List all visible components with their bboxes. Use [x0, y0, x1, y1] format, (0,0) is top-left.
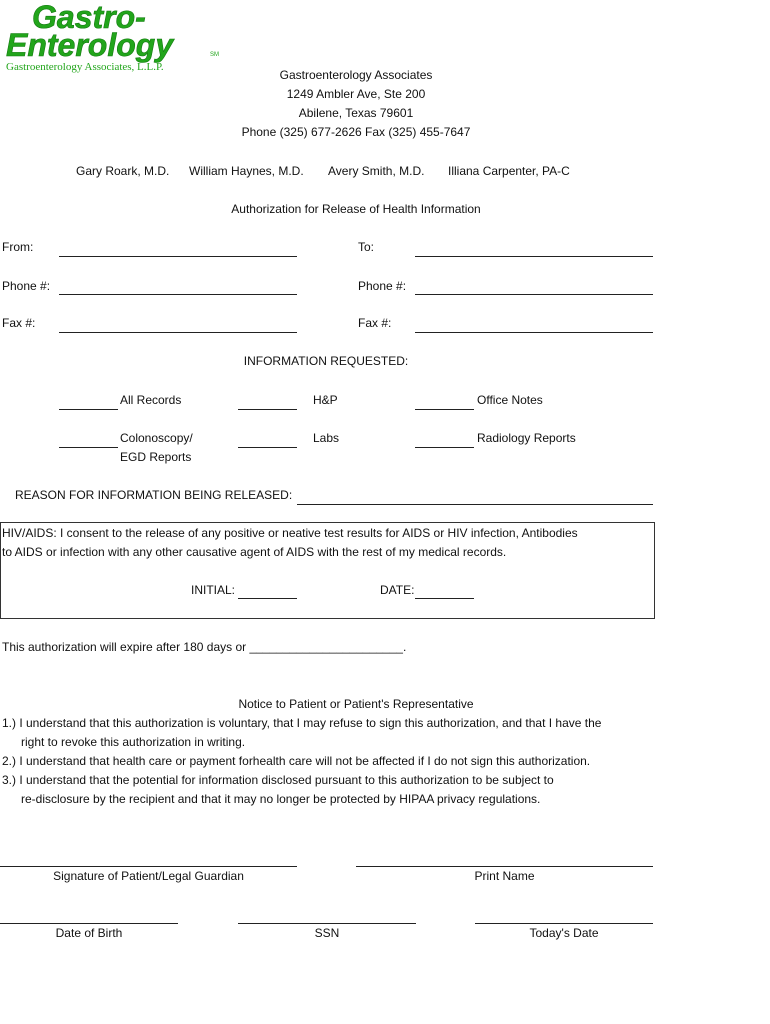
reason-field[interactable] — [297, 504, 653, 505]
dob-field[interactable] — [0, 923, 178, 924]
notice-title: Notice to Patient or Patient's Representative — [238, 697, 474, 711]
fax-from-label: Fax #: — [2, 316, 36, 330]
logo-tagline: Gastroenterology Associates, L.L.P. — [6, 61, 164, 73]
notice-item-2: 2.) I understand that health care or payment forhealth care will not be affected if I do not sign this authorization. — [2, 754, 591, 768]
provider-carpenter: Illiana Carpenter, PA-C — [448, 164, 570, 178]
expiration-statement: This authorization will expire after 180 days or _______________________. — [2, 640, 407, 654]
hiv-consent-line2: to AIDS or infection with any other causative agent of AIDS with the rest of my medical records. — [2, 545, 507, 559]
org-name: Gastroenterology Associates — [279, 68, 433, 82]
labs-blank[interactable] — [238, 447, 297, 448]
to-field[interactable] — [415, 256, 653, 257]
radiology-label: Radiology Reports — [477, 431, 576, 445]
from-label: From: — [2, 240, 34, 254]
print-name-label: Print Name — [474, 869, 535, 883]
provider-haynes: William Haynes, M.D. — [189, 164, 304, 178]
org-address: 1249 Ambler Ave, Ste 200 — [286, 87, 426, 101]
logo-line1: Gastro- — [32, 0, 146, 35]
org-phone-fax: Phone (325) 677-2626 Fax (325) 455-7647 — [241, 125, 471, 139]
phone-from-label: Phone #: — [2, 279, 51, 293]
logo-graphic — [2, 0, 232, 74]
from-field[interactable] — [59, 256, 297, 257]
signature-field[interactable] — [0, 866, 297, 867]
todays-date-field[interactable] — [475, 923, 653, 924]
all-records-blank[interactable] — [59, 409, 118, 410]
signature-label: Signature of Patient/Legal Guardian — [53, 869, 244, 883]
ssn-label: SSN — [314, 926, 340, 940]
ssn-field[interactable] — [238, 923, 416, 924]
form-title: Authorization for Release of Health Information — [231, 202, 481, 216]
hiv-date-field[interactable] — [415, 598, 474, 599]
hiv-initial-label: INITIAL: — [191, 583, 236, 597]
hiv-date-label: DATE: — [380, 583, 415, 597]
provider-smith: Avery Smith, M.D. — [328, 164, 425, 178]
hiv-initial-field[interactable] — [238, 598, 297, 599]
phone-from-field[interactable] — [59, 294, 297, 295]
logo-service-mark: SM — [210, 52, 219, 58]
to-label: To: — [358, 240, 375, 254]
radiology-blank[interactable] — [415, 447, 474, 448]
fax-from-field[interactable] — [59, 332, 297, 333]
office-notes-label: Office Notes — [477, 393, 543, 407]
org-city: Abilene, Texas 79601 — [298, 106, 414, 120]
dob-label: Date of Birth — [55, 926, 123, 940]
todays-date-label: Today's Date — [529, 926, 599, 940]
print-name-field[interactable] — [356, 866, 653, 867]
logo-line2: Enterology — [6, 27, 174, 63]
all-records-label: All Records — [120, 393, 182, 407]
hp-label: H&P — [313, 393, 338, 407]
colonoscopy-blank[interactable] — [59, 447, 118, 448]
notice-item-3-cont: re-disclosure by the recipient and that it may no longer be protected by HIPAA privacy regulations. — [21, 792, 541, 806]
hiv-consent-line1: HIV/AIDS: I consent to the release of any positive or neative test results for AIDS or HIV infection, Antibodies — [2, 526, 578, 540]
phone-to-label: Phone #: — [358, 279, 407, 293]
fax-to-label: Fax #: — [358, 316, 392, 330]
phone-to-field[interactable] — [415, 294, 653, 295]
provider-roark: Gary Roark, M.D. — [76, 164, 170, 178]
fax-to-field[interactable] — [415, 332, 653, 333]
info-requested-heading: INFORMATION REQUESTED: — [243, 354, 409, 368]
office-notes-blank[interactable] — [415, 409, 474, 410]
hp-blank[interactable] — [238, 409, 297, 410]
practice-logo — [2, 0, 232, 74]
egd-reports-label: EGD Reports — [120, 450, 192, 464]
notice-item-3: 3.) I understand that the potential for information disclosed pursuant to this authorization to be subject to — [2, 773, 554, 787]
labs-label: Labs — [313, 431, 340, 445]
notice-item-1-cont: right to revoke this authorization in writing. — [21, 735, 246, 749]
reason-label: REASON FOR INFORMATION BEING RELEASED: — [15, 488, 293, 502]
notice-item-1: 1.) I understand that this authorization is voluntary, that I may refuse to sign this authorization, and that I have the — [2, 716, 602, 730]
colonoscopy-label: Colonoscopy/ — [120, 431, 193, 445]
